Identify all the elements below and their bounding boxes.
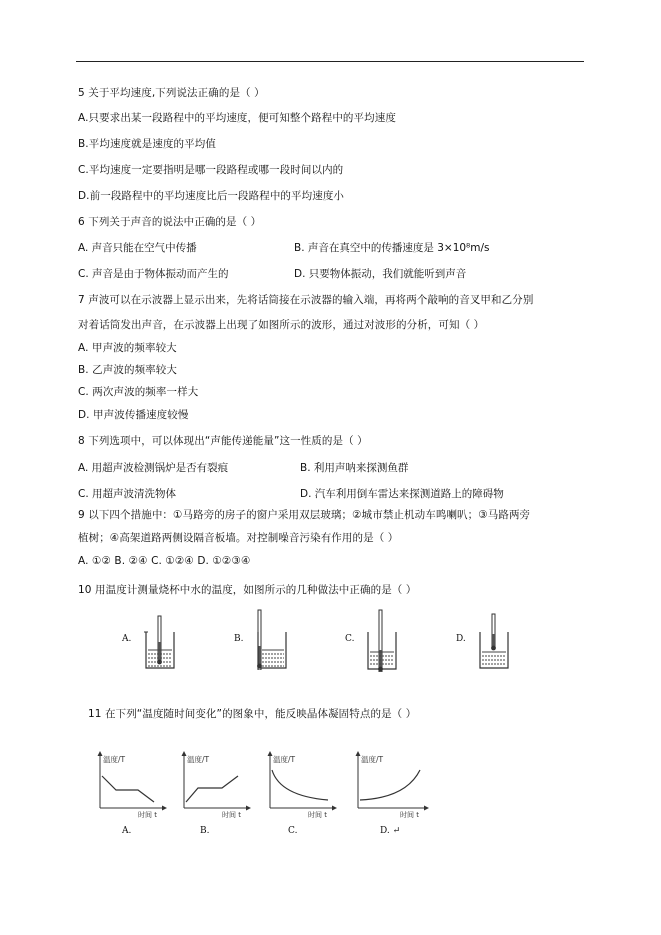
q6-option-a[interactable]: A. 声音只能在空气中传播 xyxy=(78,242,197,254)
q7-stem-line1: 7 声波可以在示波器上显示出来，先将话筒接在示波器的输入端，再将两个敲响的音叉甲和乙分别 xyxy=(78,294,534,306)
q7-option-d[interactable]: D. 甲声波传播速度较慢 xyxy=(78,409,189,421)
header-rule xyxy=(76,61,584,62)
beaker-figure-d xyxy=(474,610,514,670)
q8-option-a[interactable]: A. 用超声波检测锅炉是否有裂痕 xyxy=(78,462,229,474)
q5-option-d[interactable]: D.前一段路程中的平均速度比后一段路程中的平均速度小 xyxy=(78,190,345,202)
q8-option-d[interactable]: D. 汽车利用倒车雷达来探测道路上的障碍物 xyxy=(300,488,504,500)
q5-stem: 5 关于平均速度,下列说法正确的是（ ） xyxy=(78,87,265,99)
q6-option-d[interactable]: D. 只要物体振动，我们就能听到声音 xyxy=(294,268,467,280)
q10-stem: 10 用温度计测量烧杯中水的温度，如图所示的几种做法中正确的是（ ） xyxy=(78,584,417,596)
q6-option-b[interactable]: B. 声音在真空中的传播速度是 3×10⁸m/s xyxy=(294,242,490,254)
graph-d-xlabel: 时间 t xyxy=(400,811,419,818)
q9-stem-line1: 9 以下四个措施中：①马路旁的房子的窗户采用双层玻璃；②城市禁止机动车鸣喇叭；③马路两旁 xyxy=(78,509,531,521)
graph-d-ylabel: 温度/T xyxy=(361,755,384,764)
graph-c-xlabel: 时间 t xyxy=(308,811,327,818)
q6-stem: 6 下列关于声音的说法中正确的是（ ） xyxy=(78,216,262,228)
q7-option-c[interactable]: C. 两次声波的频率一样大 xyxy=(78,386,199,398)
q10-label-d[interactable]: D. xyxy=(456,634,466,644)
q11-label-b[interactable]: B. xyxy=(200,826,210,836)
q7-option-a[interactable]: A. 甲声波的频率较大 xyxy=(78,342,177,354)
q10-label-c[interactable]: C. xyxy=(345,634,355,644)
q8-option-b[interactable]: B. 利用声呐来探测鱼群 xyxy=(300,462,409,474)
q6-option-c[interactable]: C. 声音是由于物体振动而产生的 xyxy=(78,268,229,280)
graph-a-xlabel: 时间 t xyxy=(138,811,157,818)
q9-stem-line2: 植树；④高架道路两侧设隔音板墙。对控制噪音污染有作用的是（ ） xyxy=(78,532,399,544)
q7-stem-line2: 对着话筒发出声音，在示波器上出现了如图所示的波形，通过对波形的分析，可知（ ） xyxy=(78,319,485,331)
q5-option-c[interactable]: C.平均速度一定要指明是哪一段路程或哪一段时间以内的 xyxy=(78,164,344,176)
q7-option-b[interactable]: B. 乙声波的频率较大 xyxy=(78,364,177,376)
q8-stem: 8 下列选项中，可以体现出“声能传递能量”这一性质的是（ ） xyxy=(78,435,368,447)
q10-label-b[interactable]: B. xyxy=(234,634,244,644)
temp-graph-c xyxy=(262,750,338,818)
beaker-figure-b xyxy=(252,606,292,670)
q11-stem: 11 在下列“温度随时间变化”的图象中，能反映晶体凝固特点的是（ ） xyxy=(88,708,417,720)
q5-option-b[interactable]: B.平均速度就是速度的平均值 xyxy=(78,138,216,150)
graph-c-ylabel: 温度/T xyxy=(273,755,296,764)
q9-options[interactable]: A. ①② B. ②④ C. ①②④ D. ①②③④ xyxy=(78,555,251,567)
temp-graph-a xyxy=(92,750,168,818)
temp-graph-d xyxy=(350,750,430,818)
q11-label-c[interactable]: C. xyxy=(288,826,298,836)
q11-label-d[interactable]: D. ↵ xyxy=(380,826,401,836)
q8-option-c[interactable]: C. 用超声波清洗物体 xyxy=(78,488,177,500)
beaker-figure-a xyxy=(140,612,180,670)
beaker-figure-c xyxy=(362,606,402,672)
q10-label-a[interactable]: A. xyxy=(122,634,132,644)
temp-graph-b xyxy=(176,750,252,818)
q11-label-a[interactable]: A. xyxy=(122,826,132,836)
graph-a-ylabel: 温度/T xyxy=(103,755,126,764)
q5-option-a[interactable]: A.只要求出某一段路程中的平均速度，便可知整个路程中的平均速度 xyxy=(78,112,396,124)
graph-b-xlabel: 时间 t xyxy=(222,811,241,818)
graph-b-ylabel: 温度/T xyxy=(187,755,210,764)
